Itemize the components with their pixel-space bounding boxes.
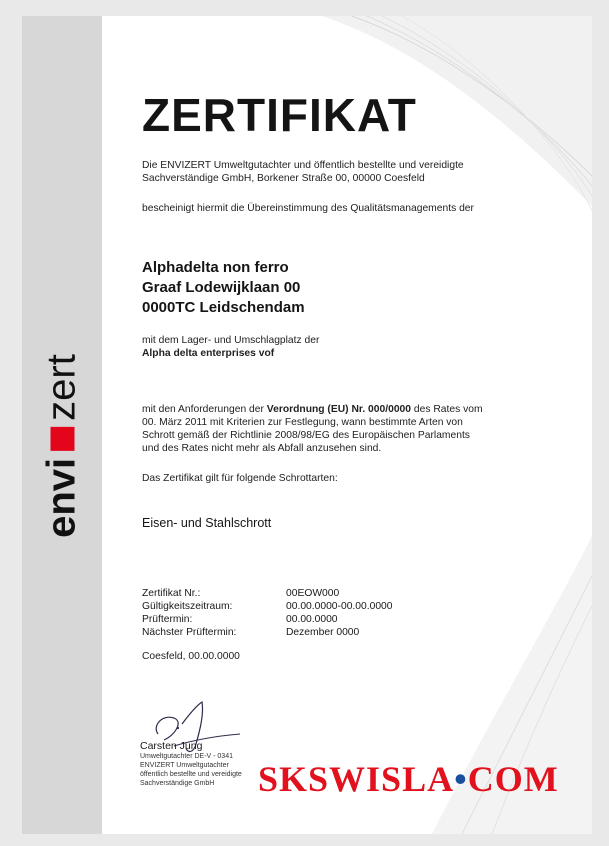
requirements-line: 00. März 2011 mit Kriterien zur Festlegung, wann bestimmte Arten von xyxy=(142,417,463,428)
watermark-main: SKSWISLA xyxy=(258,759,455,799)
detail-row xyxy=(142,626,393,639)
issuer-text xyxy=(142,159,464,185)
certificate-details xyxy=(142,587,393,639)
scrap-intro: Das Zertifikat gilt für folgende Schrottarten: xyxy=(142,473,338,484)
detail-label: Prüftermin: xyxy=(142,614,193,625)
scrap-type: Eisen- und Stahlschrott xyxy=(142,516,272,530)
signatory-line: ENVIZERT Umweltgutachter xyxy=(140,762,229,769)
certifies-text: bescheinigt hiermit die Übereinstimmung des Qualitätsmanagements der xyxy=(142,203,474,214)
signatory-line: Sachverständige GmbH xyxy=(140,780,215,787)
detail-value: Dezember 0000 xyxy=(286,627,360,638)
detail-label: Gültigkeitszeitraum: xyxy=(142,601,233,612)
logo-zert: zert xyxy=(39,354,84,421)
detail-row xyxy=(142,587,393,600)
regulation-ref: Verordnung (EU) Nr. 000/0000 xyxy=(266,404,412,415)
detail-row xyxy=(142,600,393,613)
detail-label: Zertifikat Nr.: xyxy=(142,588,201,599)
requirements-line xyxy=(142,403,483,416)
watermark-dot: • xyxy=(454,759,468,799)
storage-block xyxy=(142,334,319,360)
detail-label: Nächster Prüftermin: xyxy=(142,627,237,638)
signatory-line: öffentlich bestellte und vereidigte xyxy=(140,771,242,778)
storage-name: Alpha delta enterprises vof xyxy=(142,348,275,359)
signatory-block xyxy=(140,740,242,788)
detail-value: 00.00.0000 xyxy=(286,614,338,625)
watermark-tld: COM xyxy=(467,759,559,799)
detail-value: 00.00.0000-00.00.0000 xyxy=(286,601,393,612)
requirements-prefix: mit den Anforderungen der xyxy=(142,404,267,415)
company-name: Alphadelta non ferro xyxy=(142,259,289,276)
signatory-name: Carsten Jung xyxy=(140,740,203,752)
detail-value: 00EOW000 xyxy=(286,588,340,599)
issuer-line: Die ENVIZERT Umweltgutachter und öffentlich bestellte und vereidigte xyxy=(142,160,464,171)
logo-envi: envi xyxy=(39,457,84,538)
detail-row xyxy=(142,613,393,626)
company-street: Graaf Lodewijklaan 00 xyxy=(142,279,301,296)
certificate-title: ZERTIFIKAT xyxy=(142,89,417,141)
requirements-block xyxy=(142,403,483,455)
storage-intro: mit dem Lager- und Umschlagplatz der xyxy=(142,335,320,346)
place-date: Coesfeld, 00.00.0000 xyxy=(142,651,240,662)
company-city: 0000TC Leidschendam xyxy=(142,299,305,316)
watermark xyxy=(258,761,559,797)
requirements-line: und des Rates nicht mehr als Abfall anzusehen sind. xyxy=(142,443,382,454)
signatory-line: Umweltgutachter DE-V - 0341 xyxy=(140,753,233,760)
company-block xyxy=(142,258,305,318)
certificate-paper xyxy=(22,16,592,834)
requirements-line: Schrott gemäß der Richtlinie 2008/98/EG des Europäischen Parlaments xyxy=(142,430,470,441)
issuer-line: Sachverständige GmbH, Borkener Straße 00, 00000 Coesfeld xyxy=(142,173,425,184)
requirements-suffix: des Rates vom xyxy=(411,404,483,415)
